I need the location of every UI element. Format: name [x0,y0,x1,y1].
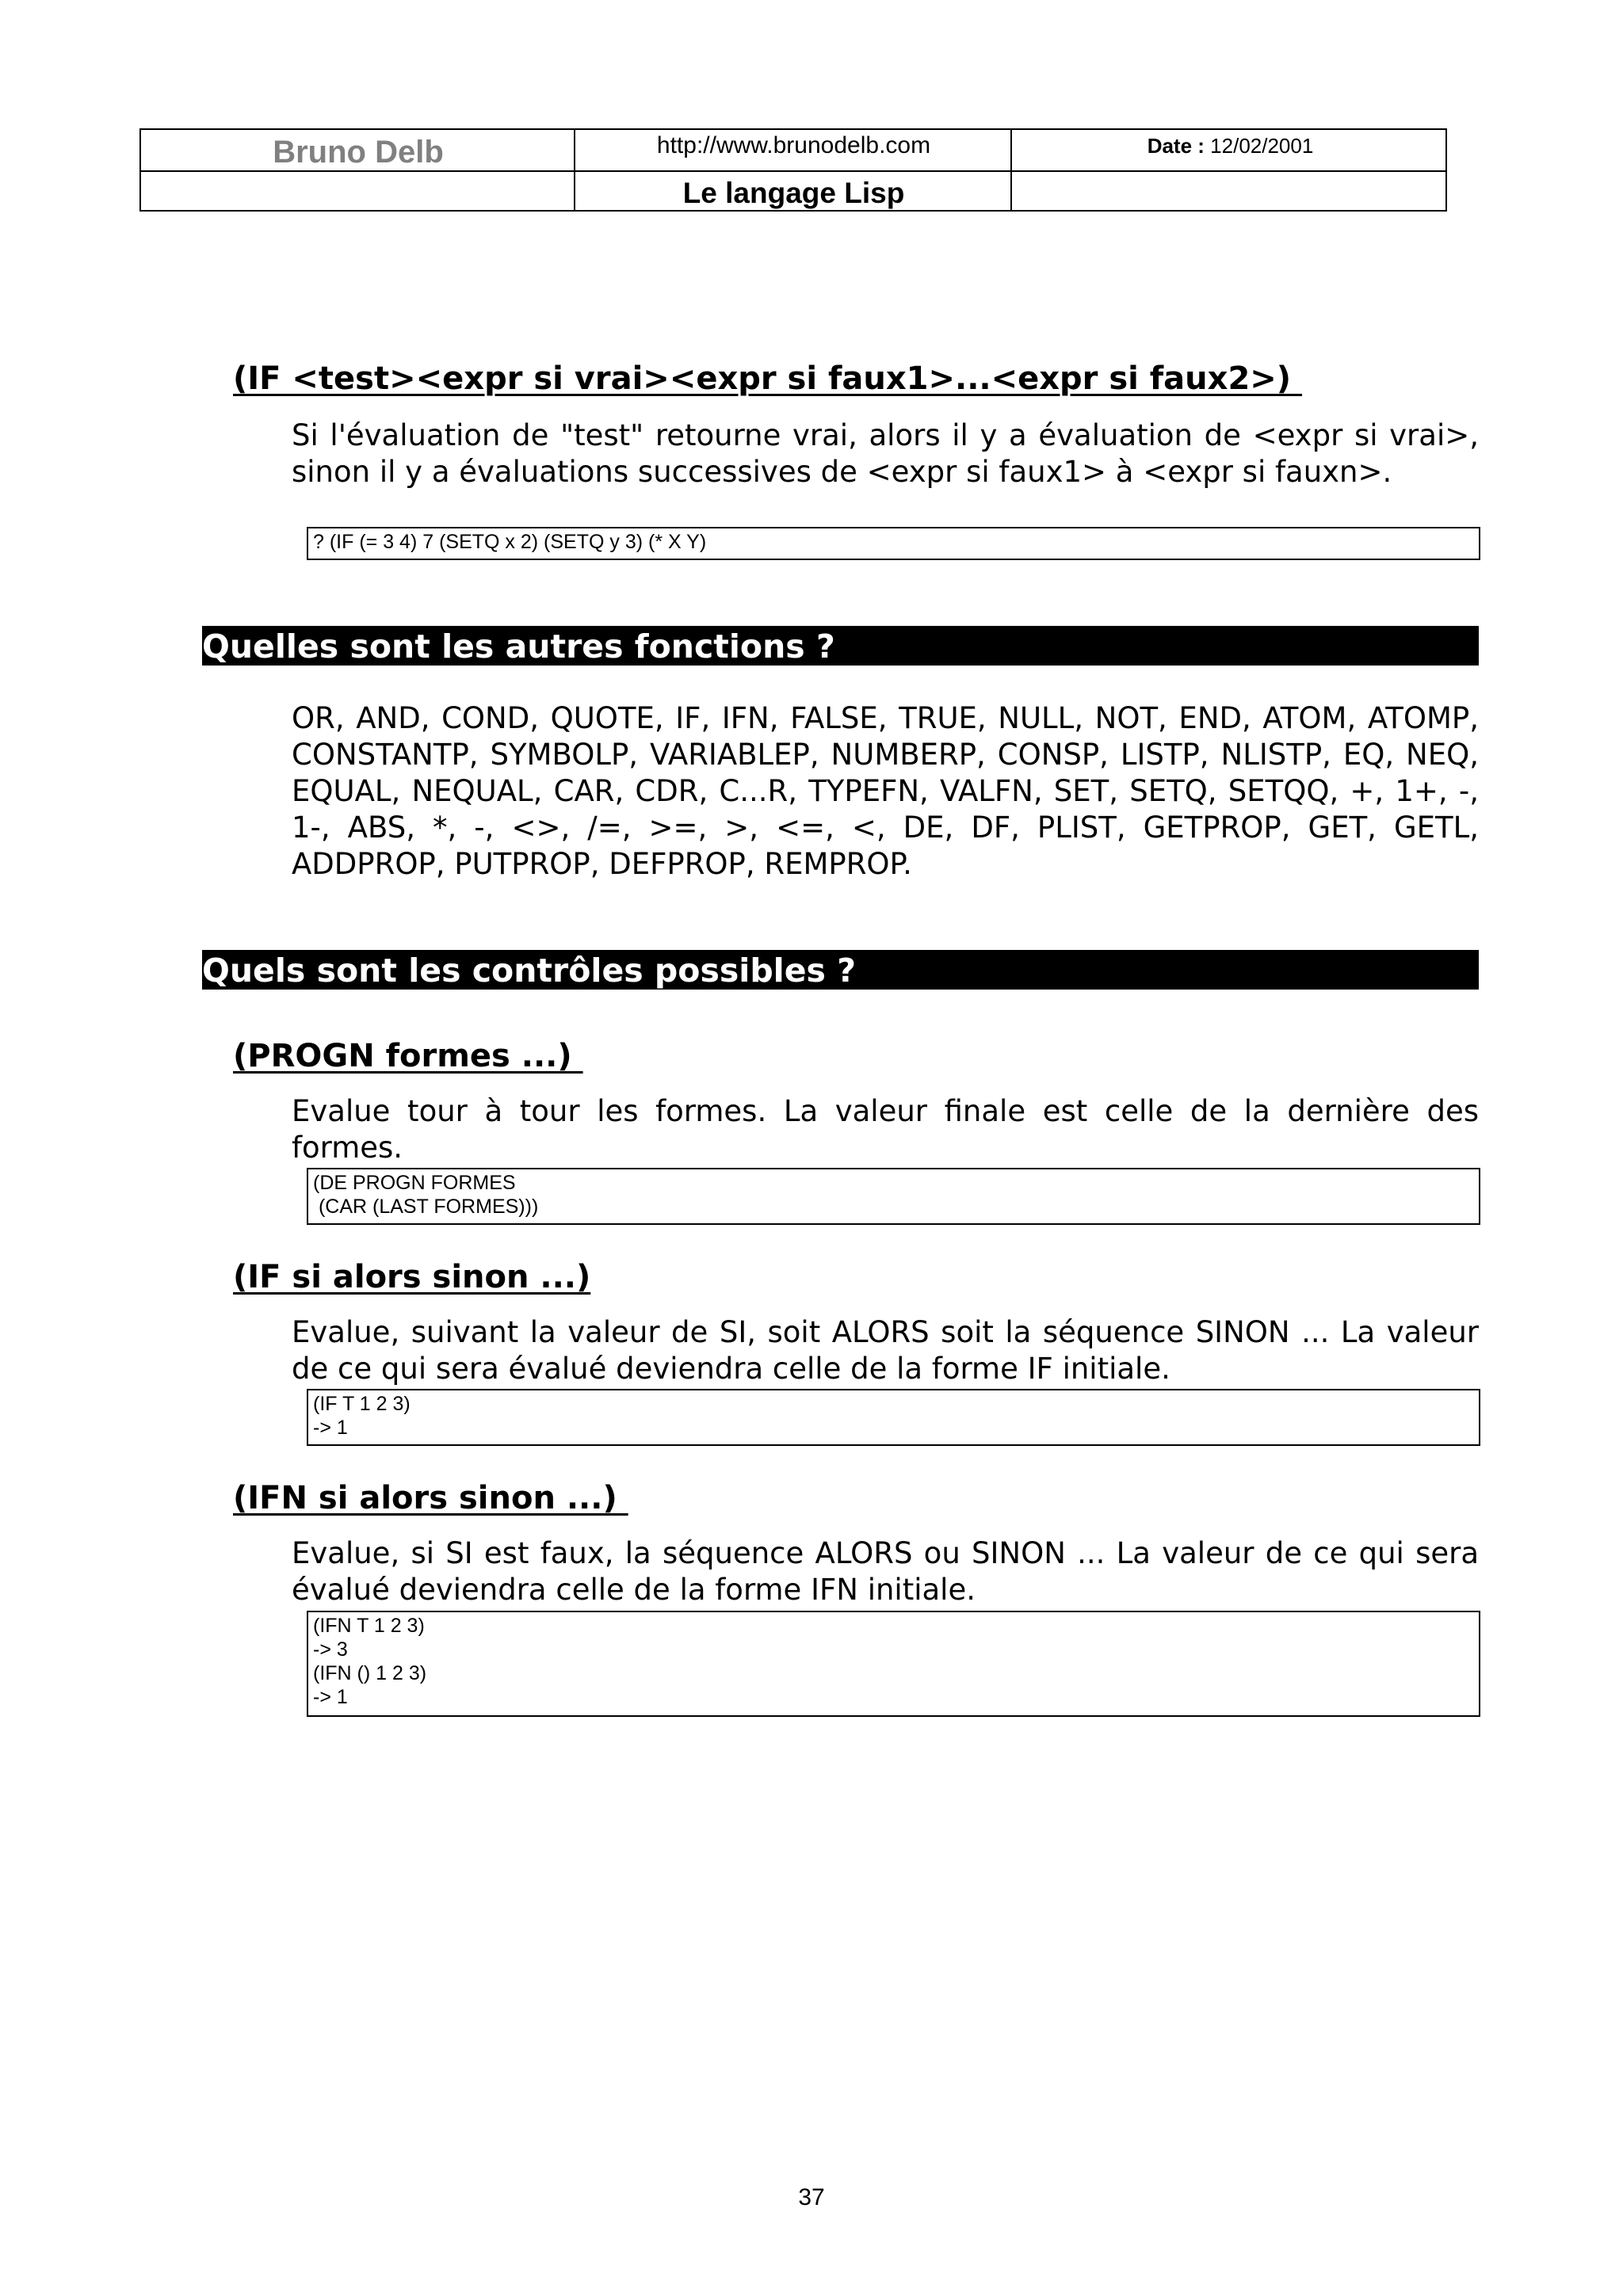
date-value: 12/02/2001 [1210,134,1314,158]
progn-heading: (PROGN formes ...) [233,1038,583,1074]
if-heading: (IF <test><expr si vrai><expr si faux1>...<expr si faux2>) [233,360,1303,397]
if-code-example: ? (IF (= 3 4) 7 (SETQ x 2) (SETQ y 3) (* X Y) [307,527,1480,560]
fonctions-heading: Quelles sont les autres fonctions ? [202,626,1479,666]
website-url: http://www.brunodelb.com [656,132,931,158]
date-label: Date : [1147,134,1205,158]
if-description: Si l'évaluation de "test" retourne vrai, alors il y a évaluation de <expr si vrai>, sinon il y a évaluations successives de <expr si faux1> à <expr si fauxn>. [292,418,1479,489]
ifn-description: Evalue, si SI est faux, la séquence ALORS ou SINON ... La valeur de ce qui sera évalué deviendra celle de la forme IFN initiale. [292,1536,1479,1607]
if-si-description: Evalue, suivant la valeur de SI, soit ALORS soit la séquence SINON ... La valeur de ce qui sera évalué deviendra celle de la forme IF initiale. [292,1315,1479,1386]
document-header [139,128,1447,212]
progn-description: Evalue tour à tour les formes. La valeur finale est celle de la dernière des formes. [292,1094,1479,1165]
page-number: 37 [798,2184,825,2210]
document-date [1012,130,1449,172]
controles-heading: Quels sont les contrôles possibles ? [202,950,1479,990]
ifn-heading: (IFN si alors sinon ...) [233,1480,628,1516]
fonctions-list: OR, AND, COND, QUOTE, IF, IFN, FALSE, TRUE, NULL, NOT, END, ATOM, ATOMP, CONSTANTP, SYMBOLP, VARIABLEP, NUMBERP, CONSP, LISTP, NLISTP, EQ, NEQ, EQUAL, NEQUAL, CAR, CDR, C...R, TYPEFN, VALFN, SET, SETQ, SETQQ, +, 1+, -, 1-, ABS, *, -, <>, /=, >=, >, <=, <, DE, DF, PLIST, GETPROP, GET, GETL, ADDPROP, PUTPROP, DEFPROP, REMPROP. [292,701,1479,881]
progn-code-example: (DE PROGN FORMES (CAR (LAST FORMES))) [307,1168,1480,1225]
if-si-code-example: (IF T 1 2 3) -> 1 [307,1389,1480,1446]
document-title: Le langage Lisp [682,177,905,209]
if-si-heading: (IF si alors sinon ...) [233,1259,591,1295]
author-name: Bruno Delb [273,135,444,170]
ifn-code-example: (IFN T 1 2 3) -> 3 (IFN () 1 2 3) -> 1 [307,1611,1480,1717]
